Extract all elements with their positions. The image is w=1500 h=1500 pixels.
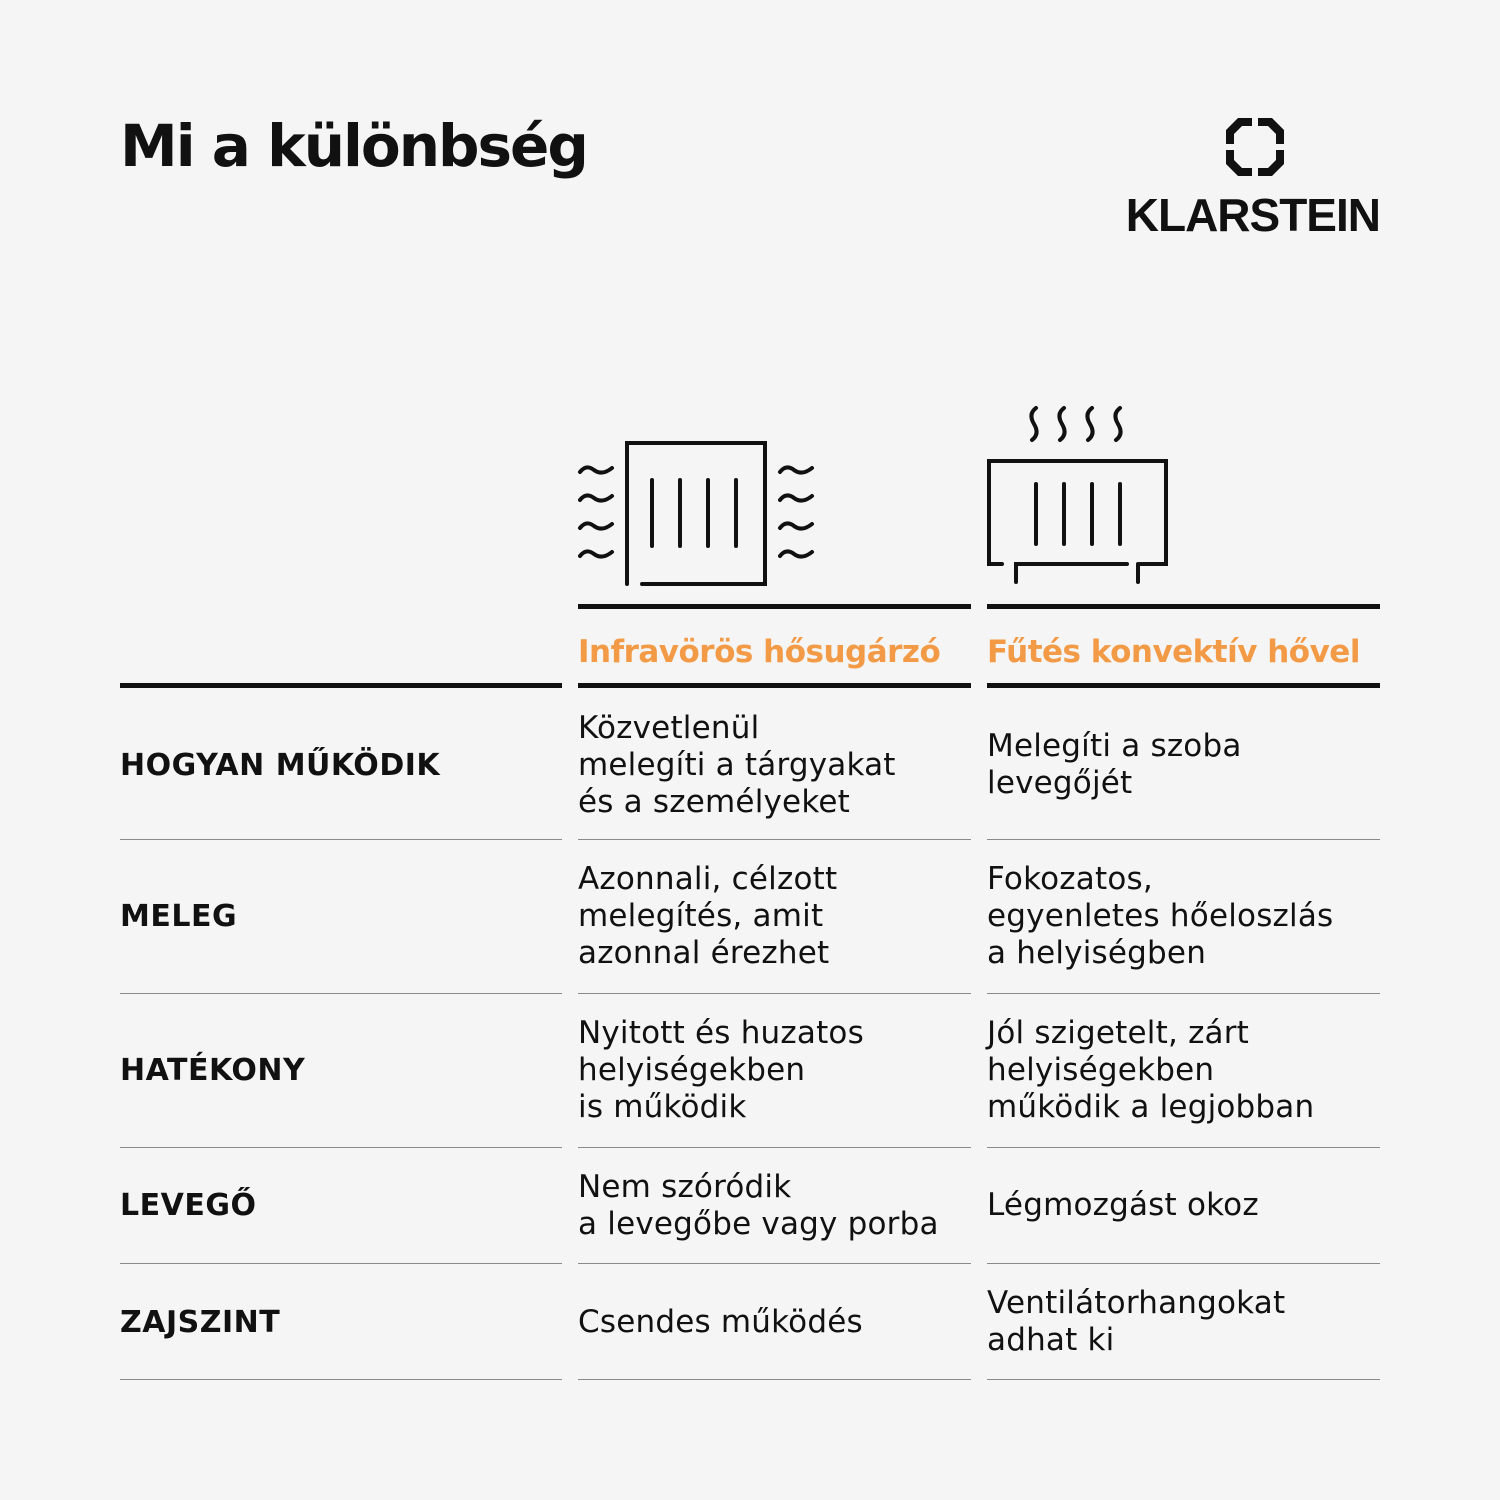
klarstein-logo-icon — [1226, 118, 1284, 176]
convection-cell: Fokozatos, egyenletes hőeloszlás a helyiségben — [987, 861, 1334, 971]
convection-cell: Légmozgást okoz — [987, 1187, 1259, 1223]
infrared-cell: Csendes működés — [578, 1303, 863, 1340]
convection-cell: Melegíti a szoba levegőjét — [987, 728, 1242, 801]
row-label: MELEG — [120, 899, 238, 934]
page-title: Mi a különbség — [120, 112, 587, 180]
infrared-heater-icon — [572, 436, 822, 591]
convection-heater-icon — [982, 400, 1177, 590]
infrared-cell: Nem szóródik a levegőbe vagy porba — [578, 1168, 939, 1242]
column-header-infrared: Infravörös hősugárzó — [578, 634, 941, 670]
convection-cell: Ventilátorhangokat adhat ki — [987, 1285, 1286, 1358]
table-row — [0, 1264, 1500, 1380]
header-bottom-rule — [578, 683, 971, 688]
table-row — [0, 994, 1500, 1147]
infrared-cell: Közvetlenül melegíti a tárgyakat és a személyeket — [578, 709, 896, 820]
header-bottom-rule — [120, 683, 562, 688]
row-divider — [578, 1379, 971, 1380]
row-label: HOGYAN MŰKÖDIK — [120, 747, 441, 783]
column-top-rule — [578, 604, 971, 609]
column-header-convection: Fűtés konvektív hővel — [987, 634, 1360, 670]
table-row — [0, 1148, 1500, 1263]
column-top-rule — [987, 604, 1380, 609]
row-label: ZAJSZINT — [120, 1304, 281, 1340]
header-bottom-rule — [987, 683, 1380, 688]
row-divider — [120, 1379, 562, 1380]
infrared-cell: Nyitott és huzatos helyiségekben is működik — [578, 1015, 864, 1125]
row-label: LEVEGŐ — [120, 1188, 257, 1223]
table-row — [0, 840, 1500, 993]
row-label: HATÉKONY — [120, 1053, 306, 1088]
brand-name: KLARSTEIN — [1125, 189, 1380, 241]
infrared-cell: Azonnali, célzott melegítés, amit azonnal érezhet — [578, 861, 838, 971]
row-divider — [987, 1379, 1380, 1380]
brand-logo — [1120, 114, 1400, 244]
table-row — [0, 690, 1500, 840]
convection-cell: Jól szigetelt, zárt helyiségekben működik a legjobban — [987, 1015, 1315, 1125]
